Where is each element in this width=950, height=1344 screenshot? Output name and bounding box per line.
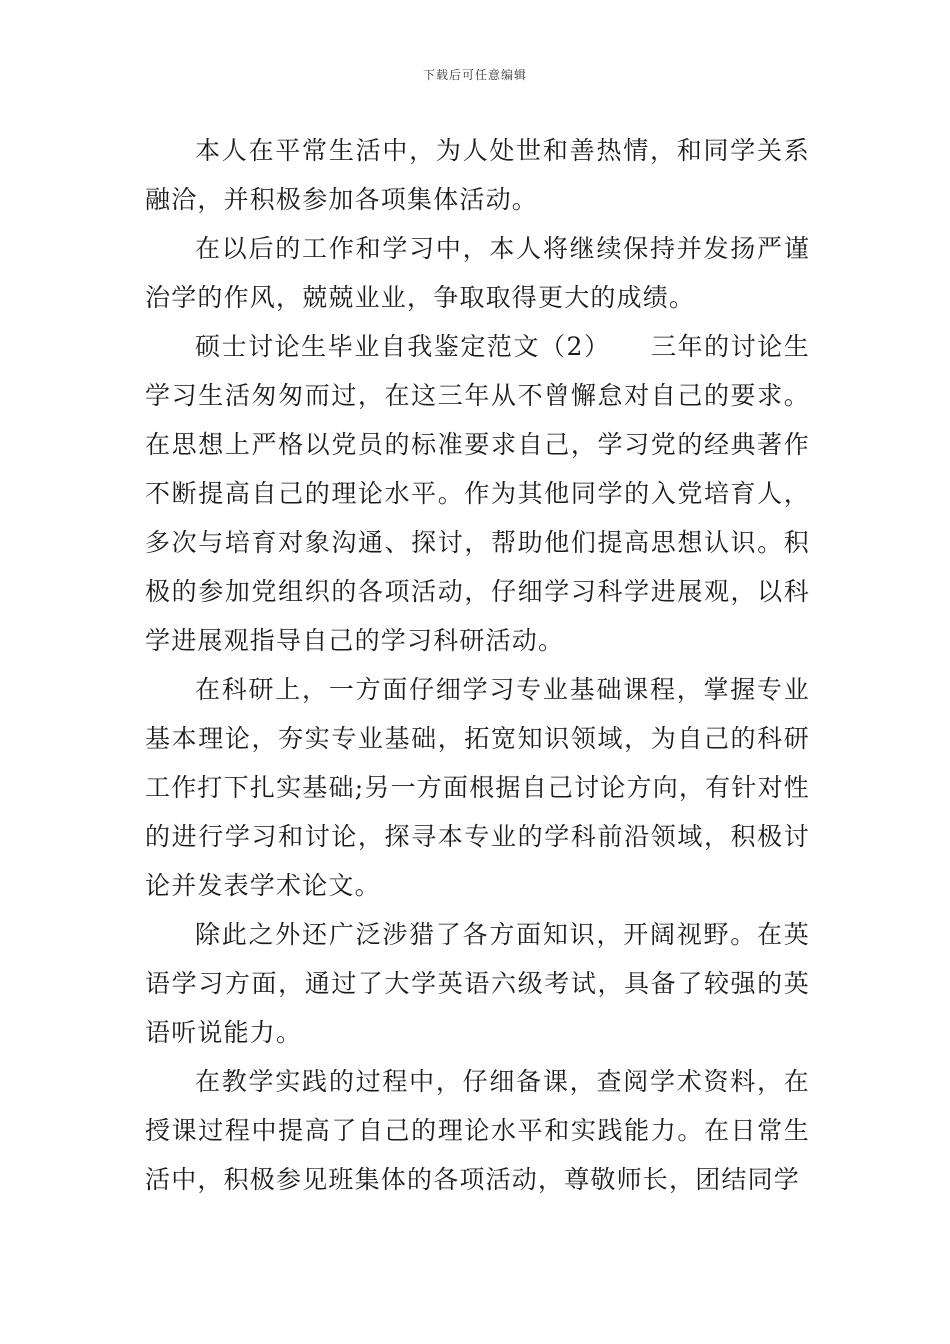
paragraph-4: 在科研上，一方面仔细学习专业基础课程，掌握专业基本理论，夯实专业基础，拓宽知识领域，为自己的科研工作打下扎实基础;另一方面根据自己讨论方向，有针对性的进行学习和讨论，探寻本专业的学科前沿领域，积极讨论并发表学术论文。 [145, 675, 810, 900]
paragraph-3: 硕士讨论生毕业自我鉴定范文（2） 三年的讨论生学习生活匆匆而过，在这三年从不曾懈怠对自己的要求。在思想上严格以党员的标准要求自己，学习党的经典著作不断提高自己的理论水平。作为其他同学的入党培育人，多次与培育对象沟通、探讨，帮助他们提高思想认识。积极的参加党组织的各项活动，仔细学习科学进展观，以科学进展观指导自己的学习科研活动。 [145, 332, 810, 655]
header-note: 下载后可任意编辑 [422, 68, 527, 82]
paragraph-1: 本人在平常生活中，为人处世和善热情，和同学关系融洽，并积极参加各项集体活动。 [145, 136, 810, 214]
paragraph-5: 除此之外还广泛涉猎了各方面知识，开阔视野。在英语学习方面，通过了大学英语六级考试，具备了较强的英语听说能力。 [145, 920, 810, 1047]
document-body [145, 126, 810, 1204]
paragraph-6: 在教学实践的过程中，仔细备课，查阅学术资料，在授课过程中提高了自己的理论水平和实践能力。在日常生活中，积极参见班集体的各项活动，尊敬师长，团结同学 [145, 1067, 810, 1194]
paragraph-2: 在以后的工作和学习中，本人将继续保持并发扬严谨治学的作风，兢兢业业，争取取得更大的成绩。 [145, 234, 810, 312]
